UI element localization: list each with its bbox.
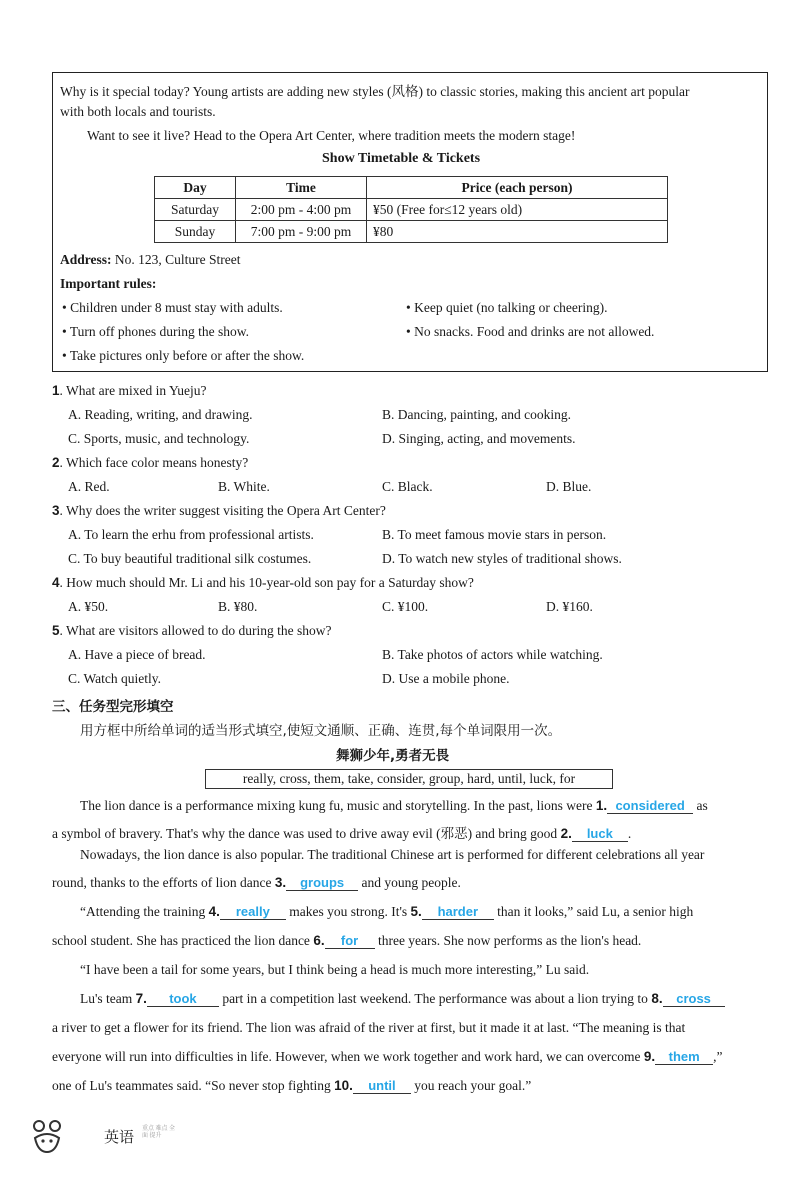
blank-number: 5. — [410, 904, 422, 919]
question-text: . Why does the writer suggest visiting the Opera Art Center? — [59, 503, 386, 518]
footer-small-text: 重点 难点 全面 提升 — [142, 1126, 176, 1139]
address-label: Address: — [60, 252, 112, 267]
table-row — [155, 221, 668, 243]
cloze-text: “Attending the training — [80, 904, 206, 919]
option[interactable]: A. ¥50. — [68, 599, 109, 614]
section-instruction: 用方框中所给单词的适当形式填空,使短文通顺、正确、连贯,每个单词限用一次。 — [80, 723, 562, 739]
question-number: 5 — [52, 623, 60, 638]
table-row — [155, 199, 668, 221]
question-3 — [52, 503, 386, 519]
table-title: Show Timetable & Tickets — [322, 151, 481, 166]
cloze-line — [52, 822, 631, 842]
question-number: 4 — [52, 575, 60, 590]
blank-number: 6. — [313, 933, 325, 948]
table-cell: ¥50 (Free for≤12 years old) — [367, 199, 668, 221]
rule-item: • Turn off phones during the show. — [62, 324, 249, 339]
table-cell: Saturday — [155, 199, 236, 221]
option[interactable]: C. To buy beautiful traditional silk costumes. — [68, 551, 312, 566]
question-text: . How much should Mr. Li and his 10-year-old son pay for a Saturday show? — [59, 575, 474, 590]
cloze-text: a symbol of bravery. That's why the dance was used to drive away evil (邪恶) and bring good — [52, 826, 558, 841]
blank-number: 8. — [651, 991, 663, 1006]
table-header: Price (each person) — [367, 177, 668, 199]
cloze-text: and young people. — [361, 875, 461, 890]
option[interactable]: C. Black. — [382, 479, 433, 494]
question-text: . Which face color means honesty? — [59, 455, 249, 470]
question-5 — [52, 623, 331, 639]
option[interactable]: B. Take photos of actors while watching. — [382, 647, 603, 662]
option[interactable]: A. Reading, writing, and drawing. — [68, 407, 253, 422]
table-header-row — [155, 177, 668, 199]
option[interactable]: B. ¥80. — [218, 599, 258, 614]
blank-number: 3. — [274, 875, 287, 890]
question-number: 3 — [52, 503, 60, 518]
cloze-text: three years. She now performs as the lion's head. — [377, 933, 642, 948]
rules-label: Important rules: — [60, 276, 157, 291]
cloze-line — [52, 1049, 723, 1065]
option[interactable]: B. White. — [218, 479, 270, 494]
passage-title: 舞狮少年,勇者无畏 — [336, 748, 450, 764]
option[interactable]: C. Watch quietly. — [68, 671, 162, 686]
table-header: Day — [155, 177, 236, 199]
cloze-text: everyone will run into difficulties in life. However, when we work together and work hard, we can overcome — [52, 1049, 641, 1064]
mascot-logo-icon — [30, 1118, 64, 1154]
option[interactable]: C. ¥100. — [382, 599, 429, 614]
table-cell: 2:00 pm - 4:00 pm — [236, 199, 367, 221]
blank-answer[interactable]: considered — [607, 799, 693, 814]
blank-number: 7. — [135, 991, 147, 1006]
blank-answer[interactable]: until — [353, 1079, 411, 1094]
section-heading: 三、任务型完形填空 — [52, 699, 174, 715]
question-text: . What are mixed in Yueju? — [59, 383, 207, 398]
question-number: 2 — [52, 455, 60, 470]
option[interactable]: B. Dancing, painting, and cooking. — [382, 407, 571, 422]
cloze-line: Nowadays, the lion dance is also popular. The traditional Chinese art is performed for different celebrations all year — [80, 847, 705, 862]
blank-answer[interactable]: took — [147, 992, 219, 1007]
cloze-text: school student. She has practiced the lion dance — [52, 933, 310, 948]
question-4 — [52, 575, 474, 591]
blank-number: 4. — [208, 904, 220, 919]
show-timetable — [154, 176, 668, 243]
option[interactable]: A. To learn the erhu from professional artists. — [68, 527, 314, 542]
cloze-text: ,” — [713, 1049, 723, 1064]
option[interactable]: D. To watch new styles of traditional shows. — [382, 551, 622, 566]
address-value: No. 123, Culture Street — [114, 252, 241, 267]
rule-item: • Keep quiet (no talking or cheering). — [406, 300, 608, 315]
blank-answer[interactable]: harder — [422, 905, 494, 920]
cloze-text: The lion dance is a performance mixing kung fu, music and storytelling. In the past, lions were — [80, 798, 593, 813]
option[interactable]: D. Singing, acting, and movements. — [382, 431, 576, 446]
cloze-line — [80, 798, 708, 814]
cloze-text: as — [696, 798, 708, 813]
word-box: really, cross, them, take, consider, group, hard, until, luck, for — [205, 769, 613, 789]
cloze-text: you reach your goal.” — [414, 1078, 532, 1093]
cloze-text: than it looks,” said Lu, a senior high — [497, 904, 694, 919]
cloze-text: round, thanks to the efforts of lion dance — [52, 875, 272, 890]
option[interactable]: A. Have a piece of bread. — [68, 647, 206, 662]
cloze-text: makes you strong. It's — [289, 904, 408, 919]
blank-answer[interactable]: groups — [286, 876, 358, 891]
blank-number: 10. — [334, 1078, 353, 1093]
footer-subject: 英语 — [104, 1128, 135, 1146]
rule-item: • No snacks. Food and drinks are not allowed. — [406, 324, 655, 339]
rule-item: • Take pictures only before or after the show. — [62, 348, 305, 363]
table-cell: ¥80 — [367, 221, 668, 243]
blank-answer[interactable]: really — [220, 905, 286, 920]
option[interactable]: B. To meet famous movie stars in person. — [382, 527, 607, 542]
blank-answer[interactable]: for — [325, 934, 375, 949]
option[interactable]: D. Blue. — [546, 479, 592, 494]
cloze-text: one of Lu's teammates said. “So never stop fighting — [52, 1078, 331, 1093]
table-cell: Sunday — [155, 221, 236, 243]
cloze-line — [80, 904, 693, 920]
cloze-text: . — [627, 826, 632, 841]
cloze-text: Lu's team — [80, 991, 133, 1006]
blank-answer[interactable]: luck — [572, 827, 628, 842]
option[interactable]: D. ¥160. — [546, 599, 593, 614]
cloze-line — [52, 1078, 531, 1094]
question-text: . What are visitors allowed to do during the show? — [59, 623, 332, 638]
cloze-line: a river to get a flower for its friend. The lion was afraid of the river at first, but it made it at last. “The meaning is that — [52, 1020, 686, 1035]
blank-number: 9. — [643, 1049, 656, 1064]
blank-answer[interactable]: them — [655, 1050, 713, 1065]
question-2 — [52, 455, 248, 471]
rule-item: • Children under 8 must stay with adults. — [62, 300, 283, 315]
table-header: Time — [236, 177, 367, 199]
passage-line-1: Why is it special today? Young artists are adding new styles (风格) to classic stories, making this ancient art popular — [60, 84, 690, 99]
option[interactable]: C. Sports, music, and technology. — [68, 431, 250, 446]
blank-answer[interactable]: cross — [663, 992, 725, 1007]
table-cell: 7:00 pm - 9:00 pm — [236, 221, 367, 243]
option[interactable]: A. Red. — [68, 479, 110, 494]
blank-number: 2. — [560, 826, 572, 841]
cloze-line — [52, 933, 641, 949]
cloze-line: “I have been a tail for some years, but I think being a head is much more interesting,” Lu said. — [80, 962, 590, 977]
cloze-text: part in a competition last weekend. The performance was about a lion trying to — [222, 991, 648, 1006]
cloze-line — [80, 991, 725, 1007]
passage-line-3: Want to see it live? Head to the Opera Art Center, where tradition meets the modern stage! — [87, 128, 576, 143]
blank-number: 1. — [595, 798, 608, 813]
question-number: 1 — [52, 383, 60, 398]
option[interactable]: D. Use a mobile phone. — [382, 671, 510, 686]
cloze-line — [52, 875, 461, 891]
address-line — [60, 252, 241, 268]
question-1 — [52, 383, 206, 399]
passage-line-2: with both locals and tourists. — [60, 104, 216, 119]
